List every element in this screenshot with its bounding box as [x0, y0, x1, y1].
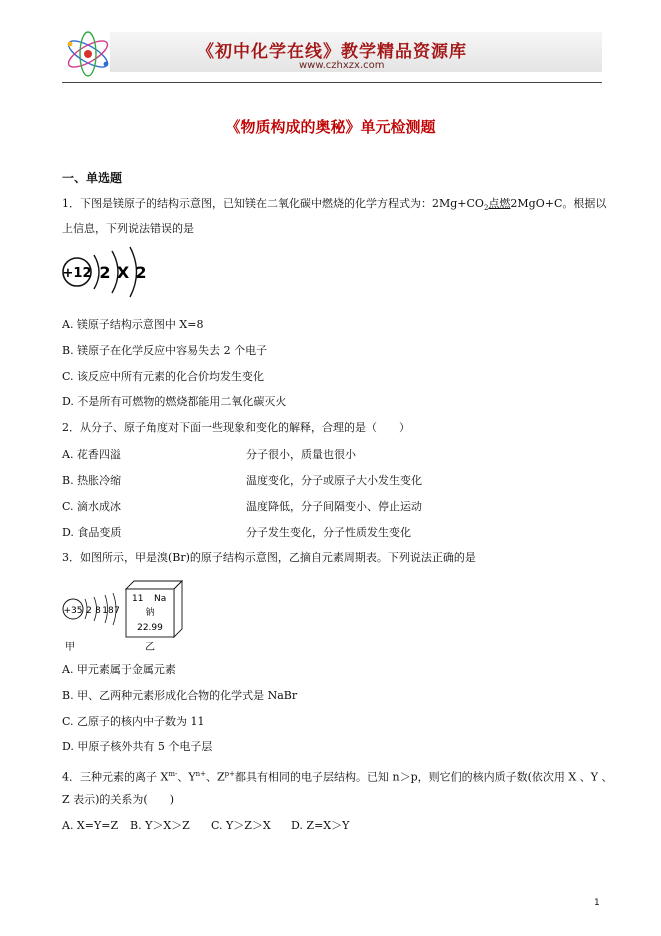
q3-option-b: B. 甲、乙两种元素形成化合物的化学式是 NaBr: [62, 689, 298, 702]
br-shell-3: 18: [102, 606, 114, 616]
br-shell-4: 7: [114, 606, 120, 616]
mg-shell-2: X: [116, 263, 130, 282]
bromine-atom-diagram: [63, 593, 120, 653]
q3-option-a: A. 甲元素属于金属元素: [62, 663, 176, 676]
page-header: [62, 28, 602, 80]
section-heading: 一、单选题: [62, 171, 123, 185]
atom-label-jia: 甲: [65, 642, 75, 653]
mg-shell-1: 2: [99, 263, 111, 282]
document-title: 《物质构成的奥秘》单元检测题: [225, 118, 436, 136]
page-number: 1: [594, 898, 600, 908]
q1-option-d: D. 不是所有可燃物的燃烧都能用二氧化碳灭火: [62, 395, 287, 408]
q2-option-a: A. 花香四溢: [62, 448, 121, 461]
q2-option-b-explanation: 温度变化，分子或原子大小发生变化: [246, 474, 422, 487]
q3-option-c: C. 乙原子的核内中子数为 11: [62, 715, 205, 728]
q4-stem-line1: 4．三种元素的离子 $X^{m-}$、$Y^{n+}$、$Z^{p+}$都具有相同的电子层结构。已知 n＞p，则它们的核内质子数(依次用 X 、Y 、: [62, 770, 613, 784]
q2-option-c-explanation: 温度降低，分子间隔变小、停止运动: [246, 500, 422, 513]
q4-stem-line2: Z 表示)的关系为( ): [62, 793, 175, 806]
header-title: 《初中化学在线》教学精品资源库: [197, 42, 467, 62]
br-shell-1: 2: [86, 606, 92, 616]
q4-option-a: A. X=Y=Z: [62, 819, 119, 832]
reaction-condition: 点燃: [488, 197, 511, 210]
q1-stem-line1: 1．下图是镁原子的结构示意图，已知镁在二氧化碳中燃烧的化学方程式为：$2Mg+CO_2$点燃2MgO+C。根据以: [62, 197, 607, 213]
br-shell-2: 8: [95, 606, 101, 616]
q3-figure: [58, 577, 198, 657]
atom-logo-icon: [62, 30, 114, 78]
header-url: www.czhxzx.com: [299, 60, 385, 71]
q2-option-b: B. 热胀冷缩: [62, 474, 122, 487]
mg-shell-3: 2: [135, 263, 147, 282]
br-nucleus-label: +35: [63, 606, 83, 616]
q2-option-c: C. 滴水成冰: [62, 500, 122, 513]
q4-option-b: B. Y＞X＞Z: [130, 819, 190, 832]
periodic-table-cell: [126, 581, 182, 653]
q1-option-c: C. 该反应中所有元素的化合价均发生变化: [62, 370, 265, 383]
header-divider: [62, 82, 602, 83]
q1-option-b: B. 镁原子在化学反应中容易失去 2 个电子: [62, 344, 268, 357]
element-name: 钠: [145, 608, 155, 618]
q2-option-a-explanation: 分子很小，质量也很小: [246, 448, 356, 461]
q2-option-d-explanation: 分子发生变化，分子性质发生变化: [246, 526, 411, 539]
element-mass: 22.99: [137, 623, 163, 633]
magnesium-atom-diagram: [60, 243, 150, 303]
q4-option-d: D. Z=X＞Y: [291, 819, 350, 832]
element-number: 11: [132, 594, 144, 604]
element-symbol: Na: [154, 594, 167, 604]
q3-option-d: D. 甲原子核外共有 5 个电子层: [62, 740, 213, 753]
q2-option-d: D. 食品变质: [62, 526, 122, 539]
q1-stem-line2: 上信息，下列说法错误的是: [62, 222, 194, 235]
q1-option-a: A. 镁原子结构示意图中 X=8: [62, 318, 204, 331]
q2-stem: 2．从分子、原子角度对下面一些现象和变化的解释，合理的是（ ）: [62, 421, 410, 434]
q3-stem: 3．如图所示，甲是溴(Br)的原子结构示意图，乙摘自元素周期表。下列说法正确的是: [62, 551, 476, 564]
q4-option-c: C. Y＞Z＞X: [211, 819, 271, 832]
cell-label-yi: 乙: [145, 642, 155, 653]
mg-nucleus-label: +12: [62, 266, 92, 281]
